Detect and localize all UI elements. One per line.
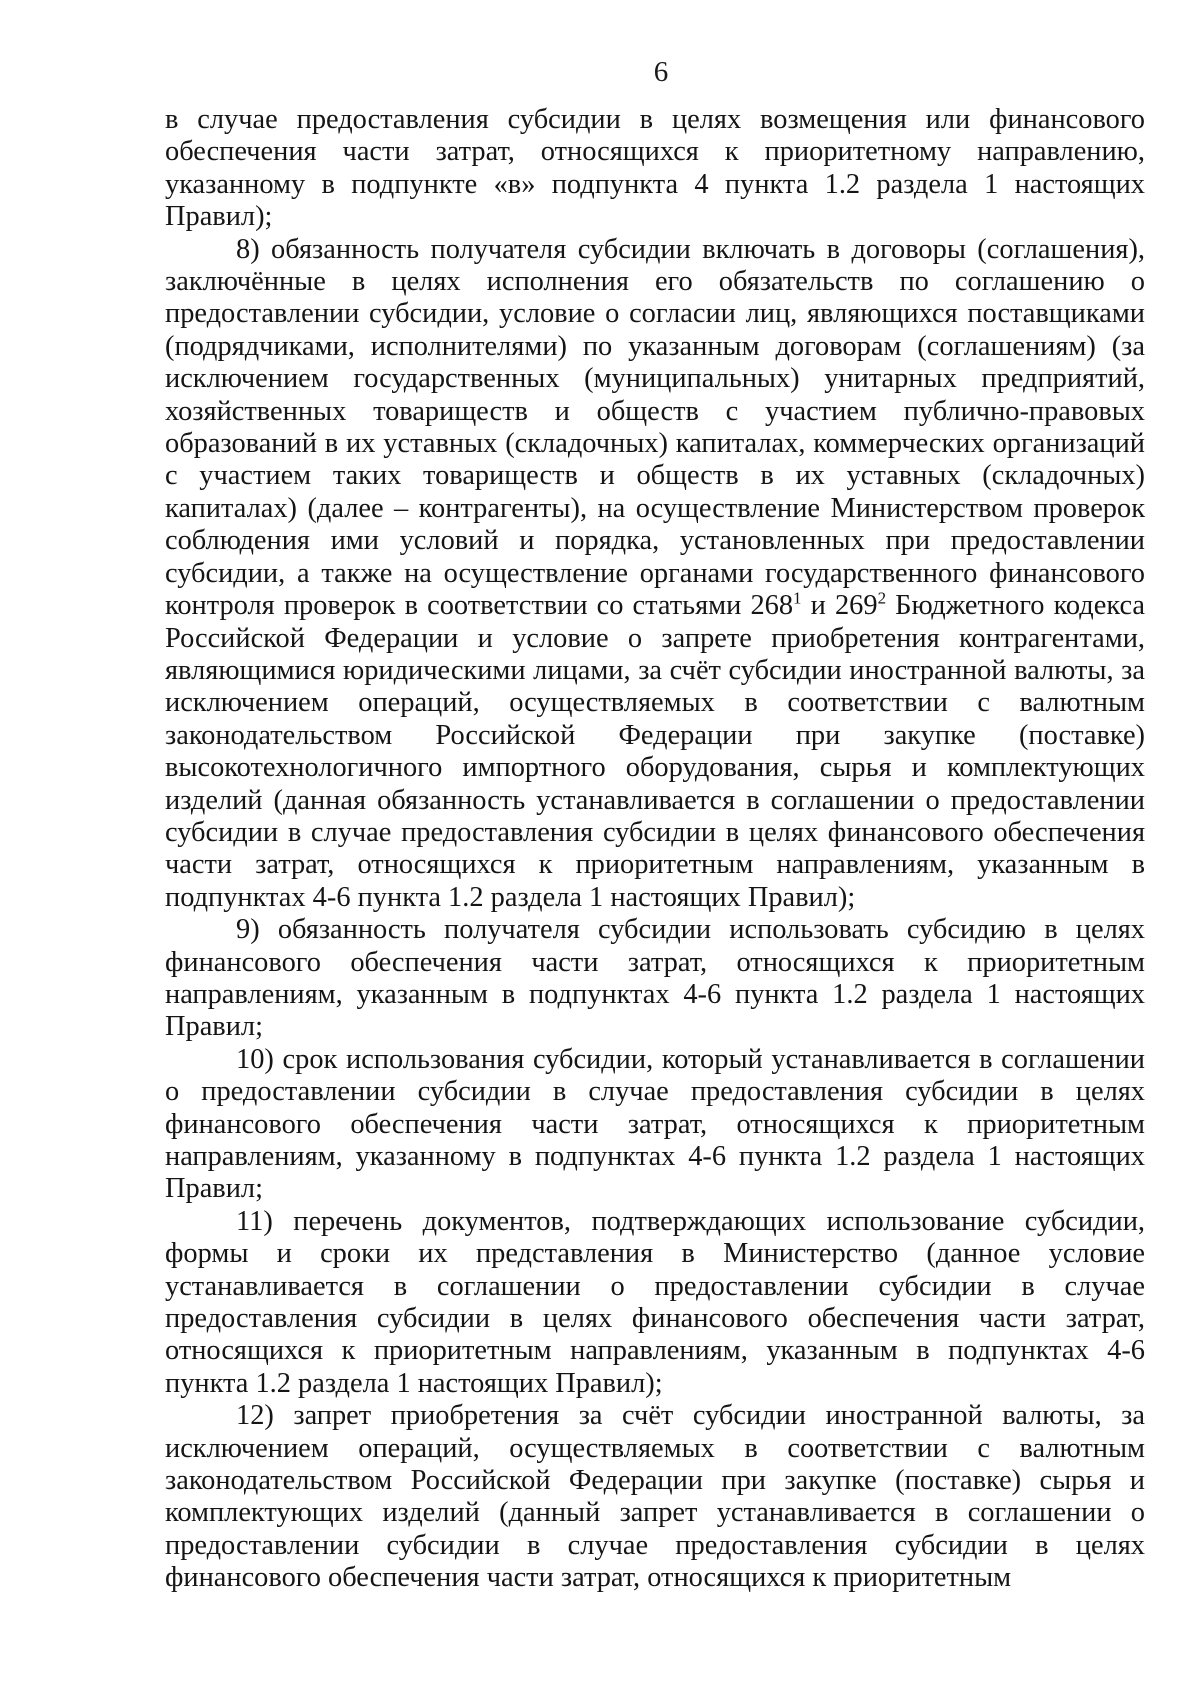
paragraph-item-8-text-c: Бюджетного кодекса Российской Федерации и условие о запрете приобретения контрагентами, являющимися юридическими лицами, за счёт субсидии иностранной валюты, за исключением операций, осуществляемых в соответствии с валютным законодательством Российской Федерации при закупке (поставке) высокотехнологичного импортного оборудования, сырья и комплектующих изделий (данная обязанность устанавливается в соглашении о предоставлении субсидии в случае предоставления субсидии в целях финансового обеспечения части затрат, относящихся к приоритетным направлениям, указанным в подпунктах 4-6 пункта 1.2 раздела 1 настоящих Правил); bbox=[165, 590, 1145, 913]
paragraph-item-11: 11) перечень документов, подтверждающих использование субсидии, формы и сроки их представления в Министерство (данное условие устанавливается в соглашении о предоставлении субсидии в случае предоставления субсидии в целях финансового обеспечения части затрат, относящихся к приоритетным направлениям, указанным в подпунктах 4-6 пункта 1.2 раздела 1 настоящих Правил); bbox=[165, 1205, 1145, 1399]
paragraph-item-10: 10) срок использования субсидии, который устанавливается в соглашении о предоставлении субсидии в случае предоставления субсидии в целях финансового обеспечения части затрат, относящихся к приоритетным направлениям, указанному в подпунктах 4-6 пункта 1.2 раздела 1 настоящих Правил; bbox=[165, 1043, 1145, 1205]
paragraph-item-8 bbox=[165, 234, 1145, 915]
paragraph-item-8-text-b: и 269 bbox=[801, 590, 878, 622]
paragraph-continuation: в случае предоставления субсидии в целях возмещения или финансового обеспечения части затрат, относящихся к приоритетному направлению, указанному в подпункте «в» подпункта 4 пункта 1.2 раздела 1 настоящих Правил); bbox=[165, 104, 1145, 233]
superscript-2: 2 bbox=[877, 588, 887, 608]
paragraph-item-8-text-a: 8) обязанность получателя субсидии включать в договоры (соглашения), заключённые в целях исполнения его обязательств по соглашению о предоставлении субсидии, условие о согласии лиц, являющихся поставщиками (подрядчиками, исполнителями) по указанным договорам (соглашениям) (за исключением государственных (муниципальных) унитарных предприятий, хозяйственных товариществ и обществ с участием публично-правовых образований в их уставных (складочных) капиталах, коммерческих организаций с участием таких товариществ и обществ в их уставных (складочных) капиталах) (далее – контрагенты), на осуществление Министерством проверок соблюдения ими условий и порядка, установленных при предоставлении субсидии, а также на осуществление органами государственного финансового контроля проверок в соответствии со статьями 268 bbox=[165, 233, 1145, 622]
paragraph-item-12: 12) запрет приобретения за счёт субсидии иностранной валюты, за исключением операций, осуществляемых в соответствии с валютным законодательством Российской Федерации при закупке (поставке) сырья и комплектующих изделий (данный запрет устанавливается в соглашении о предоставлении субсидии в случае предоставления субсидии в целях финансового обеспечения части затрат, относящихся к приоритетным bbox=[165, 1400, 1145, 1594]
superscript-1: 1 bbox=[793, 588, 802, 608]
paragraph-item-9: 9) обязанность получателя субсидии использовать субсидию в целях финансового обеспечения части затрат, относящихся к приоритетным направлениям, указанным в подпунктах 4-6 пункта 1.2 раздела 1 настоящих Правил; bbox=[165, 914, 1145, 1043]
document-body bbox=[165, 104, 1145, 1595]
page-number: 6 bbox=[653, 56, 669, 88]
